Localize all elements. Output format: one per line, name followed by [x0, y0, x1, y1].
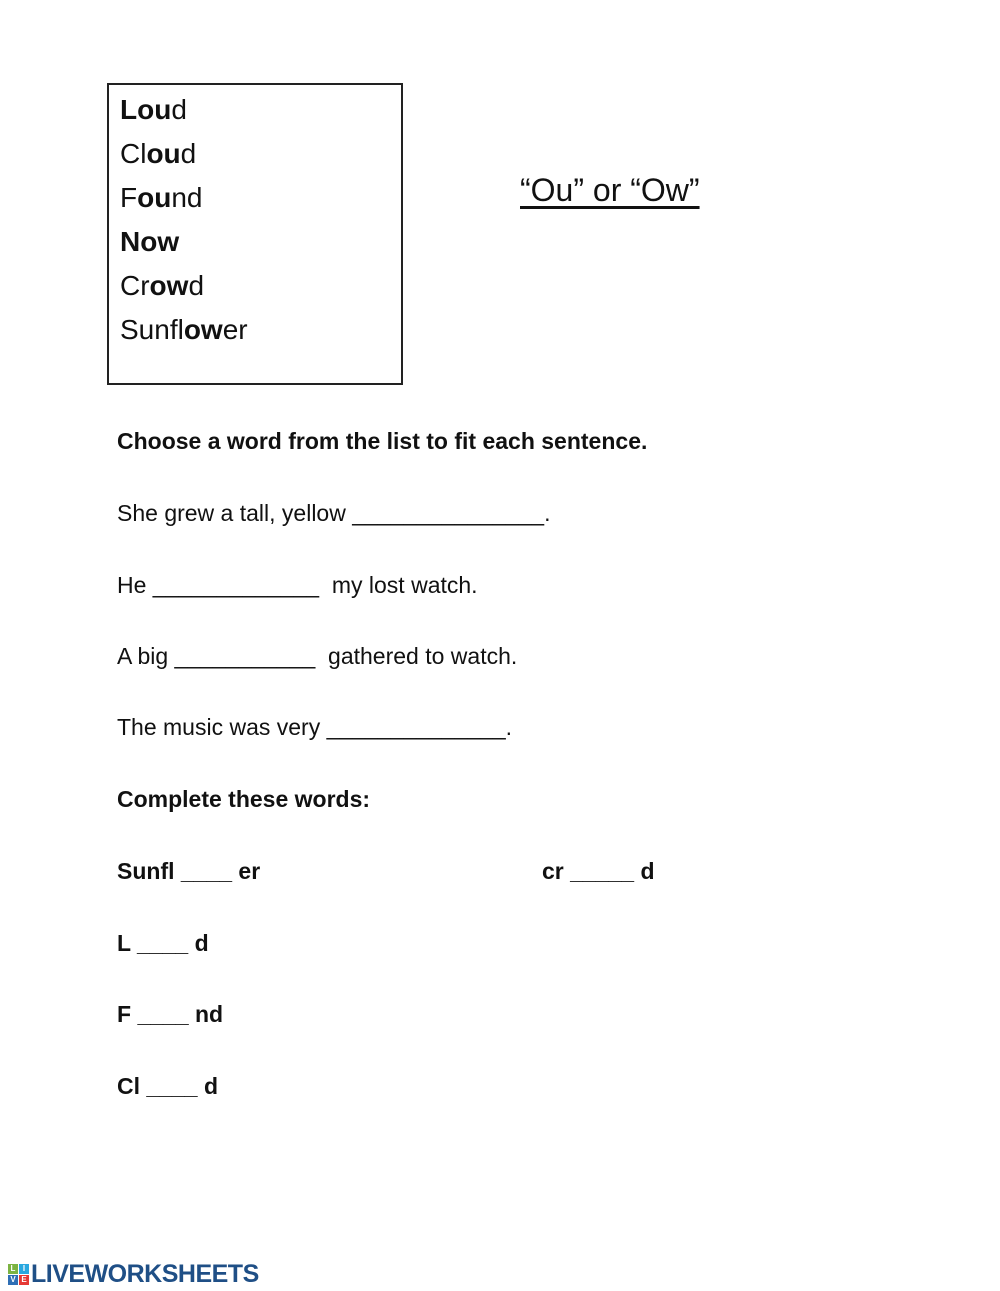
word-list-item: [120, 94, 187, 126]
sentence-4[interactable]: The music was very ______________.: [117, 714, 513, 740]
word-post: nd: [171, 182, 203, 213]
word-list-item: [120, 270, 204, 302]
sentence-3[interactable]: A big ___________ gathered to watch.: [117, 643, 518, 669]
word-pre: Cr: [120, 270, 150, 301]
logo-tile: V: [8, 1275, 18, 1285]
word-list-item: [120, 182, 202, 214]
sentence-1[interactable]: She grew a tall, yellow _______________.: [117, 500, 551, 526]
logo-tile: L: [8, 1264, 18, 1274]
complete-word-crowd[interactable]: cr _____ d: [542, 858, 655, 884]
word-post: er: [222, 314, 248, 345]
logo-text: LIVEWORKSHEETS: [31, 1260, 259, 1288]
word-post: d: [171, 94, 187, 125]
word-pre: Sunfl: [120, 314, 184, 345]
liveworksheets-logo: [8, 1260, 259, 1289]
word-vowel: ow: [183, 314, 223, 345]
word-vowel: ou: [146, 138, 181, 169]
word-list-item: [120, 138, 196, 170]
word-vowel: Lou: [120, 94, 172, 125]
logo-tiles-icon: [8, 1264, 29, 1285]
logo-tile: E: [19, 1275, 29, 1285]
word-vowel: ow: [149, 270, 189, 301]
instruction-complete: Complete these words:: [117, 786, 371, 812]
logo-tile: I: [19, 1264, 29, 1274]
complete-word-sunflower[interactable]: Sunfl ____ er: [117, 858, 261, 884]
word-pre: Cl: [120, 138, 147, 169]
word-list-item: [120, 314, 248, 346]
word-pre: F: [120, 182, 138, 213]
instruction-choose: Choose a word from the list to fit each sentence.: [117, 428, 648, 454]
word-post: d: [188, 270, 205, 301]
complete-word-loud[interactable]: L ____ d: [117, 930, 209, 956]
sentence-2[interactable]: He _____________ my lost watch.: [117, 572, 478, 598]
word-vowel: ou: [137, 182, 172, 213]
worksheet-title: “Ou” or “Ow”: [520, 172, 700, 208]
complete-word-cloud[interactable]: Cl ____ d: [117, 1073, 218, 1099]
word-vowel: Now: [120, 226, 180, 257]
word-post: d: [180, 138, 197, 169]
word-list-item: [120, 226, 179, 258]
complete-word-found[interactable]: F ____ nd: [117, 1001, 224, 1027]
